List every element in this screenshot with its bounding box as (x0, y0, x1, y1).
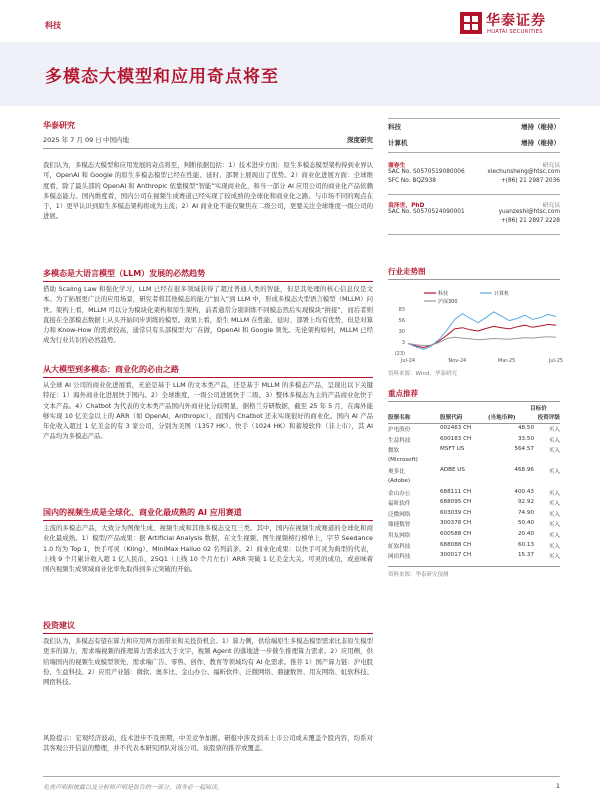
analyst-name: 谢春生 (388, 163, 406, 169)
huatai-logo (460, 8, 580, 44)
stock-rating: 买入 (548, 522, 560, 529)
stock-name: 福昕软件 (388, 501, 411, 508)
stock-code: 688088 CH (440, 541, 472, 548)
stock-rating: 买入 (548, 469, 560, 476)
trend-heading: 行业走势图 (388, 267, 426, 276)
x-tick-label: Mar-25 (498, 358, 516, 364)
stock-rating: 买入 (548, 543, 560, 550)
table-row (388, 552, 560, 563)
x-tick-label: Nov-24 (448, 358, 467, 364)
industry-name: 科技 (388, 123, 401, 131)
report-type: 深度研究 (347, 136, 373, 144)
recommend-source: 资料来源：华泰研究预测 (388, 572, 449, 578)
target-price: 33.50 (517, 435, 534, 442)
stock-code: MSFT US (440, 446, 465, 453)
stock-name: 沪电股份 (388, 427, 411, 433)
target-price: 564.57 (514, 446, 534, 453)
page-number: 1 (555, 782, 560, 790)
x-tick-label: Jul-25 (548, 358, 564, 364)
table-row (388, 425, 560, 436)
y-axis-ticks (395, 307, 405, 357)
divider (388, 234, 560, 235)
target-price: 20.40 (517, 531, 534, 537)
logo-subtext: HUATAI SECURITIES (487, 29, 543, 35)
analyst-email[interactable]: xiechunsheng@htsc.com (487, 169, 560, 175)
footer-disclaimer: 免责声明和披露以及分析师声明是报告的一部分，请务必一起阅读。 (43, 784, 224, 791)
y-tick-label: 30 (398, 328, 405, 335)
col-code: 股票代码 (440, 415, 463, 421)
industry-rating: 增持（维持） (521, 139, 560, 147)
stock-code: 600183 CH (440, 435, 472, 442)
table-row (388, 478, 560, 489)
table-row (388, 531, 560, 542)
stock-name: 金山办公 (388, 490, 411, 497)
table-row (388, 542, 560, 553)
x-axis-ticks (400, 358, 563, 364)
analyst-phone: +(86) 21 2987 2036 (500, 178, 560, 184)
section-heading-4: 投资建议 (43, 621, 75, 630)
col-price: (当地币种) (488, 415, 516, 421)
legend-label-computer: 计算机 (494, 291, 510, 297)
report-region: 中国内地 (103, 136, 129, 144)
risk-note: 风险提示：宏观经济波动，技术进步不及预期，中美竞争加剧。研报中涉及到未上市公司或未覆盖个股内容，均系对其客观公开信息的整理，并不代表本研究团队对该公司、该股票的推荐或覆盖。 (43, 734, 373, 753)
stock-code: 002463 CH (440, 425, 472, 431)
legend-label-tech: 科技 (438, 291, 449, 297)
col-rating: 投资评级 (537, 415, 560, 421)
target-price: 15.37 (517, 552, 534, 559)
divider (43, 148, 373, 149)
section-rule (43, 281, 373, 282)
intro-paragraph: 我们认为，多模态大模型和应用发展的奇点将至，判断依据包括：1）技术进步方面：原生多模态模型架构得到业界认可，OpenAI 和 Google 的原生多模态模型已经在性能、延时、部署上展现出了优势。2）商业化进展方面：全球维度看，除了最头部的 OpenAI 和 Anthropic 依靠模型“智能”实现商业化，和当一部分 AI 应用公司的商业化产品依赖多模态能力。国内维度看，国内公司在视频生成赛道已经实现了较成熟的全球化和商业化之路。与市场不同的观点在于，1）更早认识到原生多模态架构将成为主流；2）AI 商业化不能仅聚焦在二级公司，更要关注全球维度一级公司的进展。 (43, 161, 373, 221)
target-price: 468.96 (514, 467, 534, 474)
legend-label-csi300: 沪深300 (438, 299, 458, 305)
industry-rating: 增持（维持） (521, 123, 560, 131)
analyst-sac: SAC No. S0570524090001 (388, 209, 465, 215)
divider (388, 152, 560, 153)
stock-rating: 买入 (548, 448, 560, 455)
org-name: 华泰研究 (43, 121, 75, 130)
col-price-top: 目标价 (530, 406, 547, 412)
section-heading-1: 多模态是大语言模型（LLM）发展的必然趋势 (43, 269, 206, 278)
section-heading-3: 国内的视频生成是全球化、商业化最成熟的 AI 应用赛道 (43, 508, 242, 517)
table-row (388, 457, 560, 468)
stock-rating: 买入 (548, 490, 560, 497)
section-text-2: 从全球 AI 公司的商业化进展看，无论是基于 LLM 的文本类产品，还是基于 MLLM 的多模态产品，呈现出以下关键特征：1）海外商业化进展快于国内。2）全球维度，一级公司进展快于二级。3）整体多模态为主的产品商业化快于文本产品。4）Chatbot 为代表的文本类产品国内外商业化分歧明显，据格兰芬研数据，截至 25 年 5 月，在海外能够实现 10 亿美金以上的 ARR（如 OpenAI、Anthropic），而国内 Chatbot 还未实现很好的商业化。国内 AI 产品年化收入超过 1 亿美金的有 3 家公司，分别为美图（1357 HK）、快手（1024 HK）和蓄境软件（非上市），其 AI 产品均为多模态产品。 (43, 381, 373, 441)
section-text-3: 主流的多模态产品，大致分为图像生成、视频生成和其他多模态交互三类。其中，国内在视频生成赛道的全球化和商业化最成熟。1）模型/产品成果：据 Artificial Analysis 数据，在文生视频、图生视频榜行榜单上，字节 Seedance 1.0 均为 Top 1，快手可灵（Kling）、MiniMax Hailuo 02 名列前茅。2）商业化成果：以快手可灵为典型的代表，上线 9 个月累计收入超 1 亿人民币，25Q1（上线 10 个月左右）ARR 突破 1 亿美金大关。可灵的成功，或意味着国内视频生成领域商业化率先取得到多元突破的开始。 (43, 524, 373, 574)
target-price: 48.50 (517, 425, 534, 431)
analyst-phone: +(86) 21 2897 2228 (500, 218, 560, 224)
chart-legend (424, 290, 509, 305)
section-text-1: 借助 Scaling Law 和强化学习，LLM 已经在很多领域获得了超过普通人类的智能，但是其处理的核心信息仅是文本。为了拓展更广泛的应用场景，研究者将其他模态的能力“加入”到 LLM 中，形成多模态大型语言模型（MLLM）问世。架构上看，MLLM 可以分为模块化架构和原生架构，前者通常分别训练不同模态然后实现模块“拼接”，而后者则直接在全部模态数据上从头开始同步训练的模型。效果上看，原生 MLLM 在性能、延时、部署上均有优势，但是对算力和 Know-How 的需求较高，通常只有头部模型大厂在做，OpenAI 和 Google 领先。无论架构如何，MLLM 已经成为行业共识的必然趋势。 (43, 285, 373, 345)
divider (388, 566, 560, 567)
rating-row (388, 122, 560, 134)
table-row (388, 436, 560, 447)
section-heading-2: 从大模型到多模态：商业化的必由之路 (43, 365, 179, 374)
stock-rating: 买入 (548, 511, 560, 518)
stock-code: 603039 CH (440, 509, 472, 516)
recommend-heading: 重点推荐 (388, 389, 418, 398)
report-title: 多模态大模型和应用奇点将至 (45, 67, 279, 87)
stock-name: 泛微网络 (388, 511, 411, 518)
table-row (388, 510, 560, 521)
stock-rating: 买入 (548, 533, 560, 539)
section-rule (43, 520, 373, 521)
divider (388, 279, 560, 280)
series-line-tech (408, 324, 556, 347)
target-price: 50.40 (517, 520, 534, 527)
section-rule (43, 377, 373, 378)
stock-rating: 买入 (548, 427, 560, 433)
y-tick-label: 83 (398, 306, 405, 313)
report-meta (43, 135, 373, 147)
divider (388, 194, 560, 195)
y-tick-label: 3 (401, 340, 405, 347)
divider (388, 423, 560, 424)
stock-table (388, 404, 560, 564)
table-row (388, 446, 560, 457)
report-date: 2025 年 7 月 09 日 (43, 136, 102, 144)
section-rule (43, 633, 373, 634)
stock-code: ADBE US (440, 467, 465, 474)
analyst-role: 研究员 (542, 203, 560, 209)
stock-name: 网宿科技 (388, 554, 411, 561)
footer-divider (43, 776, 560, 777)
table-row (388, 499, 560, 510)
rating-row (388, 138, 560, 150)
divider (388, 118, 560, 119)
divider (388, 401, 560, 402)
stock-code: 300017 CH (440, 552, 472, 559)
table-row (388, 467, 560, 478)
section-tag: 科技 (45, 21, 61, 30)
col-name: 股票名称 (388, 415, 411, 421)
analyst-sfc: SFC No. BQZ938 (388, 178, 436, 184)
industry-name: 计算机 (388, 139, 408, 147)
analyst-card (388, 160, 560, 192)
stock-name: 鼎捷数智 (388, 522, 411, 529)
stock-code: 688111 CH (440, 488, 472, 495)
series-line-csi300 (408, 337, 556, 346)
stock-code: 600588 CH (440, 531, 472, 537)
stock-name: 用友网络 (388, 533, 411, 539)
stock-name: 奥多比 (388, 469, 405, 476)
stock-name: 生益科技 (388, 437, 411, 444)
analyst-name: 袁泽世，PhD (388, 203, 425, 209)
target-price: 92.92 (517, 499, 534, 506)
series-line-computer (408, 312, 556, 349)
logo-mark-icon (460, 12, 482, 34)
target-price: 400.43 (514, 488, 534, 495)
trend-source: 资料来源：Wind，华泰研究 (388, 371, 457, 377)
table-row (388, 520, 560, 531)
target-price: 60.13 (517, 541, 534, 548)
table-row (388, 489, 560, 500)
stock-rating: 买入 (548, 501, 560, 508)
stock-code: 688095 CH (440, 499, 472, 506)
stock-name: 虹软科技 (388, 543, 411, 550)
stock-name: (Adobe) (388, 478, 411, 484)
analyst-role: 研究员 (542, 163, 560, 169)
y-tick-label: 56 (398, 318, 405, 325)
analyst-email[interactable]: yuanzeshi@htsc.com (498, 209, 560, 215)
stock-name: (Microsoft) (388, 456, 418, 463)
stock-name: 微软 (388, 448, 400, 455)
analyst-card (388, 200, 560, 232)
stock-rating: 买入 (548, 437, 560, 444)
series-lines (408, 312, 556, 349)
section-text-4: 我们认为，多模态有望在算力和应用两方面带来和关投资机会。1）算力侧，供给端原生多模态模型需求比非原生模型更多的算力，需求端视频的推理算力需求远大于文字，视频 Agent 的落地进一步催生推理算力需求。2）应用侧，供给端国内的视频生成模型领先，需求端广告、零售、创作、教育等领域均有 AI 化需求。推荐 1）国产算力链：沪电股份、生益科技。2）应用产业链：微软、奥多比、金山办公、福昕软件、泛微网络、鼎捷数智、用友网络、虹软科技、网宿科技。 (43, 637, 373, 687)
target-price: 74.90 (517, 509, 534, 516)
y-tick-label: (23) (394, 350, 405, 357)
x-tick-label: Jul-24 (400, 358, 416, 364)
stock-rating: 买入 (548, 554, 560, 561)
stock-code: 300378 CH (440, 520, 472, 527)
logo-text: 华泰证券 (486, 13, 546, 29)
analyst-sac: SAC No. S0570519080006 (388, 169, 465, 175)
trend-chart (388, 287, 564, 365)
